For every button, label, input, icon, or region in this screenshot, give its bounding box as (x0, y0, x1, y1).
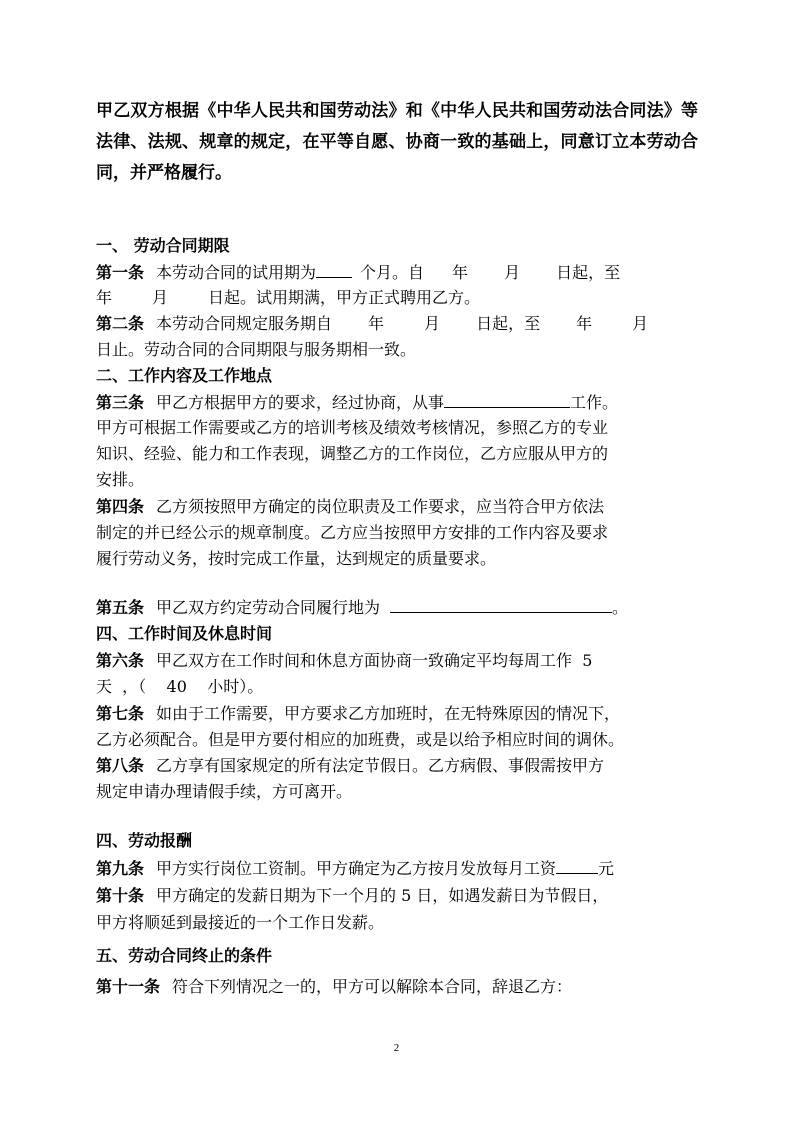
article-text: 月 (504, 263, 521, 282)
article-3-line-3: 知识、经验、能力和工作表现，调整乙方的工作岗位，乙方应服从甲方的 (96, 444, 609, 463)
article-text: 甲乙方根据甲方的要求，经过协商，从事 (156, 393, 445, 412)
article-text: 年 (368, 314, 385, 333)
article-3-line-2: 甲方可根据工作需要或乙方的培训考核及绩效考核情况，参照乙方的专业 (96, 418, 609, 437)
article-10-line-2: 甲方将顺延到最接近的一个工作日发薪。 (96, 913, 385, 932)
article-text: 日起，至 (556, 263, 621, 282)
article-text: 年 (576, 314, 593, 333)
article-text: 月 (424, 314, 441, 333)
article-label: 第三条 (96, 393, 145, 412)
article-text: 月 (152, 288, 169, 307)
article-label: 第一条 (96, 263, 145, 282)
article-label: 第十条 (96, 886, 145, 905)
article-text: 甲方实行岗位工资制。甲方确定为乙方按月发放每月工资 (156, 859, 557, 878)
article-7-line-1 (96, 701, 620, 727)
article-text: 甲方确定的发薪日期为下一个月的 5 日，如遇发薪日为节假日， (156, 886, 609, 905)
article-1-line-1 (96, 259, 620, 286)
trial-months-blank (316, 259, 352, 278)
article-8-line-2: 规定申请办理请假手续，方可离开。 (96, 782, 353, 801)
article-4-line-3: 履行劳动义务，按时完成工作量，达到规定的质量要求。 (96, 549, 497, 568)
section-heading-term: 一、 劳动合同期限 (96, 236, 230, 255)
salary-blank (556, 855, 598, 874)
article-text: 甲乙双方约定劳动合同履行地为 (156, 598, 381, 617)
article-text: 。 (612, 598, 629, 617)
article-text: 如由于工作需要，甲方要求乙方加班时，在无特殊原因的情况下， (156, 704, 621, 723)
article-label: 第七条 (96, 704, 145, 723)
article-text: 月 (632, 314, 649, 333)
job-type-blank (444, 389, 570, 408)
article-text: 本劳动合同的试用期为 (156, 263, 317, 282)
article-label: 第四条 (96, 497, 145, 516)
article-text: 符合下列情况之一的，甲方可以解除本合同，辞退乙方： (172, 977, 573, 996)
article-8-line-1 (96, 753, 604, 779)
article-2-line-1 (96, 311, 648, 337)
article-label: 第八条 (96, 756, 145, 775)
article-7-line-2: 乙方必须配合。但是甲方要付相应的加班费，或是以给予相应时间的调休。 (96, 730, 625, 749)
article-text: 个月。自 (360, 263, 425, 282)
work-location-blank (390, 594, 612, 613)
article-10-line-1 (96, 883, 608, 909)
article-5-line-1 (96, 594, 628, 621)
article-text: 乙方享有国家规定的所有法定节假日。乙方病假、事假需按甲方 (156, 756, 605, 775)
section-heading-work-hours: 四、工作时间及休息时间 (96, 624, 273, 643)
article-4-line-1 (96, 494, 604, 520)
section-heading-remuneration: 四、劳动报酬 (96, 831, 193, 850)
article-text: 乙方须按照甲方确定的岗位职责及工作要求，应当符合甲方依法 (156, 497, 605, 516)
article-label: 第六条 (96, 651, 145, 670)
article-4-line-2: 制定的并已经公示的规章制度。乙方应当按照甲方安排的工作内容及要求 (96, 523, 609, 542)
article-6-line-2: 天 ，（ 40 小时）。 (96, 677, 264, 696)
section-heading-termination: 五、劳动合同终止的条件 (96, 946, 273, 965)
article-text: 甲乙双方在工作时间和休息方面协商一致确定平均每周工作 5 (156, 651, 593, 670)
article-text: 本劳动合同规定服务期自 (156, 314, 333, 333)
article-label: 第五条 (96, 598, 145, 617)
article-11-line-1 (96, 974, 572, 1000)
article-2-line-2: 日止。劳动合同的合同期限与服务期相一致。 (96, 340, 417, 359)
intro-paragraph: 甲乙双方根据《中华人民共和国劳动法》和《中华人民共和国劳动法合同法》等法律、法规、规章的规定，在平等自愿、协商一致的基础上，同意订立本劳动合同，并严格履行。 (96, 101, 698, 183)
article-1-line-2 (96, 285, 480, 311)
article-9-line-1 (96, 855, 614, 882)
article-text: 日起，至 (476, 314, 541, 333)
article-label: 第二条 (96, 314, 145, 333)
article-3-line-1 (96, 389, 618, 416)
article-6-line-1 (96, 648, 592, 674)
article-3-line-4: 安排。 (96, 470, 145, 489)
article-text: 年 (452, 263, 469, 282)
article-label: 第九条 (96, 859, 145, 878)
section-heading-work-content: 二、工作内容及工作地点 (96, 366, 273, 385)
article-text: 元 (598, 859, 615, 878)
article-text: 年 (96, 288, 113, 307)
page-number: 2 (393, 1042, 400, 1054)
article-text: 工作。 (570, 393, 619, 412)
article-label: 第十一条 (96, 977, 161, 996)
article-text: 日起。试用期满，甲方正式聘用乙方。 (208, 288, 481, 307)
